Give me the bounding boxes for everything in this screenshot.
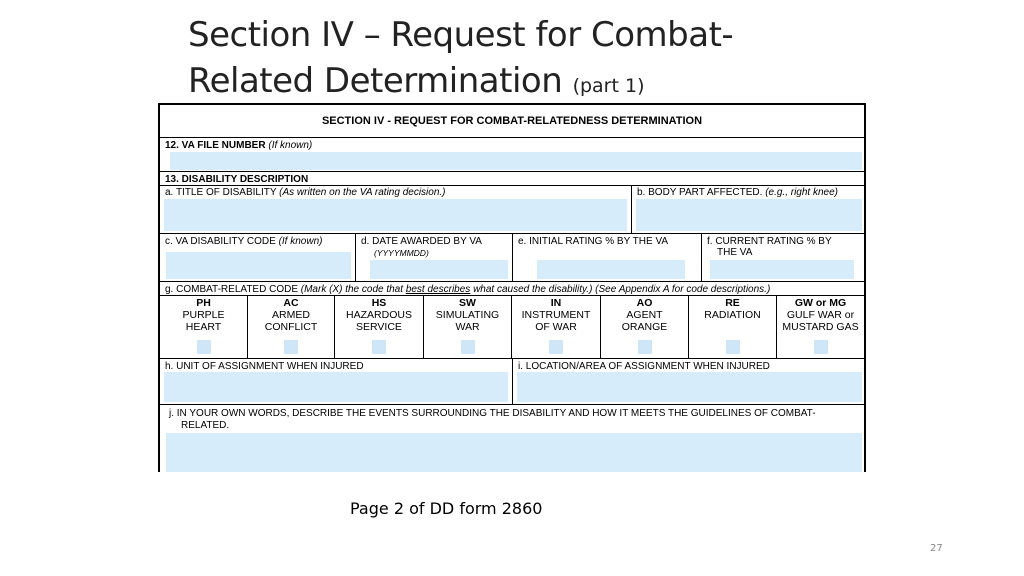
ratings-row	[160, 234, 864, 282]
va-code-label	[165, 236, 322, 247]
body-part-field[interactable]	[636, 199, 862, 231]
location-label: i. LOCATION/AREA OF ASSIGNMENT WHEN INJURED	[518, 361, 770, 372]
combat-code-desc: OF WAR	[535, 321, 577, 333]
combat-code-option-sw	[424, 295, 512, 358]
assignment-row	[160, 359, 864, 405]
location-cell	[513, 359, 864, 404]
combat-code-checkbox[interactable]	[284, 340, 298, 354]
combat-code-option-ph	[160, 295, 248, 358]
body-part-cell	[632, 185, 864, 233]
combat-code-checkbox[interactable]	[638, 340, 652, 354]
dd2860-section-iv-form	[158, 103, 866, 472]
combat-code: HS	[371, 297, 387, 309]
combat-code-options	[160, 295, 864, 358]
title-of-disability-label	[165, 187, 446, 198]
slide-title-suffix: (part 1)	[572, 75, 645, 97]
disability-description-label	[165, 174, 308, 185]
combat-code-checkbox[interactable]	[197, 340, 211, 354]
own-words-field[interactable]	[166, 433, 862, 472]
date-awarded-cell	[356, 234, 513, 281]
combat-code: SW	[459, 297, 476, 309]
combat-code-desc: PURPLE	[182, 309, 225, 321]
va-code-cell	[160, 234, 356, 281]
unit-of-assignment-cell	[160, 359, 513, 404]
location-field[interactable]	[517, 372, 862, 402]
unit-of-assignment-label: h. UNIT OF ASSIGNMENT WHEN INJURED	[165, 361, 364, 372]
combat-code-desc: INSTRUMENT	[521, 309, 591, 321]
combat-code: GW or MG	[794, 297, 847, 309]
initial-rating-field[interactable]	[537, 260, 685, 279]
combat-code-option-ao	[601, 295, 689, 358]
title-of-disability-field[interactable]	[164, 199, 627, 231]
slide-caption: Page 2 of DD form 2860	[350, 499, 543, 518]
va-file-number-hint: (If known)	[268, 140, 313, 151]
combat-code-desc: GULF WAR or	[786, 309, 855, 321]
combat-code-checkbox[interactable]	[726, 340, 740, 354]
form-header: SECTION IV - REQUEST FOR COMBAT-RELATEDNESS DETERMINATION	[321, 115, 703, 127]
combat-code-label-prefix: g. COMBAT-RELATED CODE	[165, 284, 298, 295]
own-words-section	[160, 405, 864, 472]
body-part-hint: (e.g., right knee)	[765, 187, 838, 198]
combat-code-checkbox[interactable]	[814, 340, 828, 354]
unit-of-assignment-field[interactable]	[164, 372, 508, 402]
own-words-label-line2: RELATED.	[181, 420, 230, 431]
date-awarded-label	[361, 236, 482, 247]
date-awarded-label-text: d. DATE AWARDED BY VA	[361, 236, 482, 247]
title-of-disability-hint: (As written on the VA rating decision.)	[279, 187, 446, 198]
slide-page-number: 27	[930, 543, 943, 554]
combat-code-desc: SIMULATING	[435, 309, 500, 321]
date-awarded-hint: (YYYYMMDD)	[374, 248, 429, 258]
va-file-number-row	[160, 138, 864, 172]
combat-code-desc: ORANGE	[621, 321, 668, 333]
va-code-hint: (If known)	[278, 236, 323, 247]
combat-code-option-hs	[335, 295, 424, 358]
combat-code-desc: WAR	[455, 321, 480, 333]
title-of-disability-label-text: a. TITLE OF DISABILITY	[165, 187, 277, 198]
initial-rating-label: e. INITIAL RATING % BY THE VA	[518, 236, 669, 247]
body-part-label	[637, 187, 838, 198]
combat-code: RE	[725, 297, 740, 309]
combat-code-hint-underlined: best describes	[405, 284, 471, 295]
title-of-disability-cell	[160, 185, 632, 233]
body-part-label-text: b. BODY PART AFFECTED.	[637, 187, 763, 198]
combat-code-desc: ARMED	[272, 309, 310, 321]
combat-code-desc: AGENT	[626, 309, 663, 321]
slide-title-main: Section IV – Request for Combat-Related Determination	[188, 15, 734, 101]
combat-code-option-re	[689, 295, 777, 358]
combat-code-hint-a: (Mark (X) the code that	[300, 284, 404, 295]
combat-code-desc: RADIATION	[704, 309, 761, 321]
va-file-number-label	[165, 140, 312, 151]
disability-description-label-text: 13. DISABILITY DESCRIPTION	[165, 174, 309, 185]
combat-code-label	[165, 284, 770, 295]
current-rating-cell	[702, 234, 864, 281]
combat-code: IN	[550, 297, 562, 309]
combat-code-desc: HAZARDOUS	[346, 309, 412, 321]
own-words-label: j. IN YOUR OWN WORDS, DESCRIBE THE EVENTS SURROUNDING THE DISABILITY AND HOW IT MEETS THE GUIDELINES OF COMBAT-	[169, 408, 816, 419]
disability-description-row	[160, 172, 864, 234]
combat-code-hint-b: what caused the disability.) (See Appendix A for code descriptions.)	[473, 284, 771, 295]
combat-code-desc: SERVICE	[356, 321, 402, 333]
current-rating-label: f. CURRENT RATING % BY	[707, 236, 832, 247]
va-file-number-label-text: 12. VA FILE NUMBER	[165, 140, 266, 151]
va-code-label-text: c. VA DISABILITY CODE	[165, 236, 276, 247]
current-rating-label-line2: THE VA	[717, 247, 753, 258]
slide-title	[188, 12, 808, 109]
combat-code-desc: MUSTARD GAS	[782, 321, 859, 333]
combat-code: AC	[283, 297, 299, 309]
combat-code-desc: HEART	[185, 321, 222, 333]
combat-code-option-in	[512, 295, 601, 358]
current-rating-field[interactable]	[710, 260, 854, 279]
combat-code-option-gw-mg	[777, 295, 864, 358]
combat-code-option-ac	[248, 295, 335, 358]
combat-code-checkbox[interactable]	[461, 340, 475, 354]
va-code-field[interactable]	[166, 252, 351, 279]
combat-code-desc: CONFLICT	[264, 321, 318, 333]
combat-code-checkbox[interactable]	[372, 340, 386, 354]
combat-code-checkbox[interactable]	[549, 340, 563, 354]
va-file-number-field[interactable]	[170, 152, 862, 170]
date-awarded-field[interactable]	[370, 260, 508, 279]
initial-rating-cell	[513, 234, 702, 281]
combat-code-row	[160, 282, 864, 359]
form-header-row	[160, 105, 864, 138]
combat-code: AO	[636, 297, 653, 309]
combat-code: PH	[196, 297, 211, 309]
